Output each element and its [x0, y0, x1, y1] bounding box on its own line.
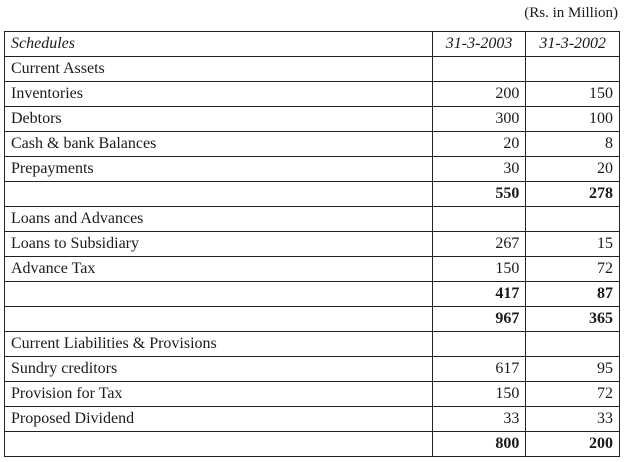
subtotal-2003: 550: [432, 182, 526, 207]
row-value-2003: 150: [432, 382, 526, 407]
row-value-2002: [526, 207, 620, 232]
unit-note: (Rs. in Million): [524, 5, 618, 21]
row-value-2003: 150: [432, 257, 526, 282]
row-value-2002: 100: [526, 107, 620, 132]
row-value-2002: [526, 57, 620, 82]
row-label: Inventories: [5, 82, 433, 107]
row-value-2003: 200: [432, 82, 526, 107]
table-row: [5, 107, 620, 132]
row-value-2003: [432, 332, 526, 357]
header-2002: 31-3-2002: [526, 32, 620, 57]
table-row-subtotal: [5, 282, 620, 307]
row-value-2003: [432, 57, 526, 82]
row-value-2002: 72: [526, 257, 620, 282]
row-value-2002: 8: [526, 132, 620, 157]
row-label: Prepayments: [5, 157, 433, 182]
table-row: [5, 407, 620, 432]
header-2003: 31-3-2003: [432, 32, 526, 57]
row-label: Sundry creditors: [5, 357, 433, 382]
row-value-2002: 15: [526, 232, 620, 257]
row-label: Proposed Dividend: [5, 407, 433, 432]
row-label: [5, 432, 433, 457]
table-row-total: [5, 307, 620, 332]
row-value-2002: 20: [526, 157, 620, 182]
header-schedules: Schedules: [5, 32, 433, 57]
row-value-2003: [432, 207, 526, 232]
total-2003: 967: [432, 307, 526, 332]
subtotal-2002: 87: [526, 282, 620, 307]
row-label: Provision for Tax: [5, 382, 433, 407]
subtotal-2003: 417: [432, 282, 526, 307]
table-row: [5, 82, 620, 107]
table-row-section: [5, 332, 620, 357]
total-2002: 365: [526, 307, 620, 332]
table-row: [5, 232, 620, 257]
table-row: [5, 132, 620, 157]
row-value-2003: 267: [432, 232, 526, 257]
row-value-2002: 150: [526, 82, 620, 107]
header-row: [5, 32, 620, 57]
row-value-2002: 72: [526, 382, 620, 407]
table-row-section: [5, 57, 620, 82]
row-value-2002: [526, 332, 620, 357]
row-value-2003: 617: [432, 357, 526, 382]
row-value-2003: 33: [432, 407, 526, 432]
schedules-table: [4, 31, 620, 457]
row-value-2002: 33: [526, 407, 620, 432]
subtotal-2002: 278: [526, 182, 620, 207]
row-label: [5, 282, 433, 307]
row-label: Cash & bank Balances: [5, 132, 433, 157]
row-label: [5, 182, 433, 207]
table-row-section: [5, 207, 620, 232]
table-row-subtotal: [5, 182, 620, 207]
row-value-2003: 20: [432, 132, 526, 157]
table-row: [5, 382, 620, 407]
row-label: Current Assets: [5, 57, 433, 82]
row-value-2002: 95: [526, 357, 620, 382]
row-label: Advance Tax: [5, 257, 433, 282]
row-label: Loans to Subsidiary: [5, 232, 433, 257]
subtotal-2002: 200: [526, 432, 620, 457]
row-label: Debtors: [5, 107, 433, 132]
row-label: Current Liabilities & Provisions: [5, 332, 433, 357]
table-row-subtotal: [5, 432, 620, 457]
row-label: Loans and Advances: [5, 207, 433, 232]
row-value-2003: 30: [432, 157, 526, 182]
subtotal-2003: 800: [432, 432, 526, 457]
row-value-2003: 300: [432, 107, 526, 132]
row-label: [5, 307, 433, 332]
table-row: [5, 157, 620, 182]
table-row: [5, 357, 620, 382]
table-row: [5, 257, 620, 282]
